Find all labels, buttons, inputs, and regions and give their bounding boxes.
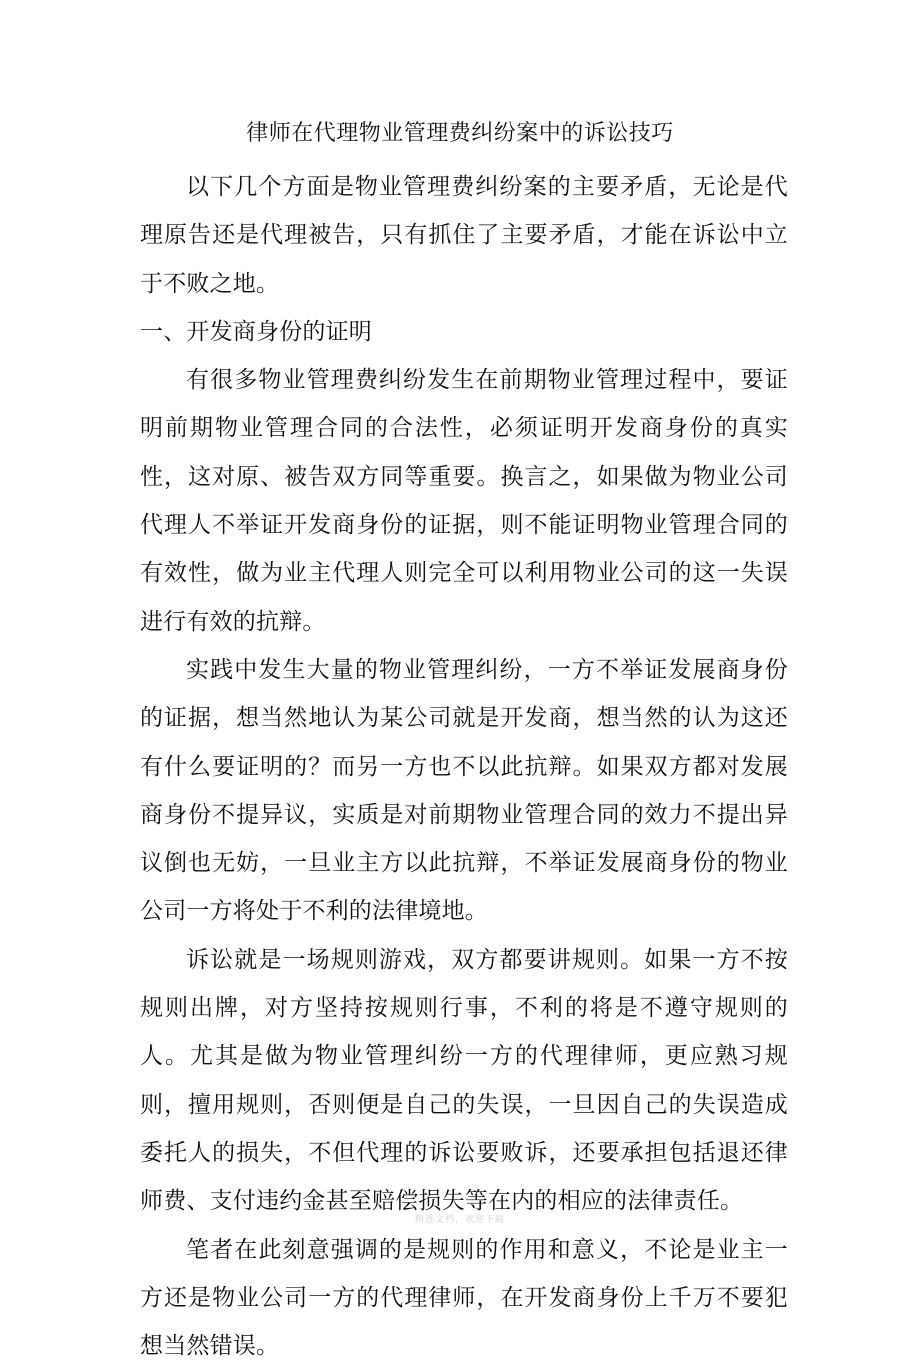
document-body — [140, 163, 788, 1370]
body-paragraph-4: 笔者在此刻意强调的是规则的作用和意义，不论是业主一方还是物业公司一方的代理律师，在开发商身份上千万不要犯想当然错误。 — [140, 1236, 788, 1360]
section-heading: 一、开发商身份的证明 — [140, 318, 372, 345]
document-title: 律师在代理物业管理费纠纷案中的诉讼技巧 — [246, 121, 674, 146]
intro-paragraph: 以下几个方面是物业管理费纠纷案的主要矛盾，无论是代理原告还是代理被告，只有抓住了主要矛盾，才能在诉讼中立于不败之地。 — [140, 174, 788, 297]
body-paragraph-1: 有很多物业管理费纠纷发生在前期物业管理过程中，要证明前期物业管理合同的合法性，必须证明开发商身份的真实性，这对原、被告双方同等重要。换言之，如果做为物业公司代理人不举证开发商身份的证据，则不能证明物业管理合同的有效性，做为业主代理人则完全可以利用物业公司的这一失误进行有效的抗辩。 — [140, 367, 788, 635]
body-paragraph-3: 诉讼就是一场规则游戏，双方都要讲规则。如果一方不按规则出牌，对方坚持按规则行事，不利的将是不遵守规则的人。尤其是做为物业管理纠纷一方的代理律师，更应熟习规则，擅用规则，否则便是自己的失误，一旦因自己的失误造成委托人的损失，不但代理的诉讼要败诉，还要承担包括退还律师费、支付违约金甚至赔偿损失等在内的相应的法律责任。 — [140, 946, 788, 1215]
footer-watermark: 精选文档，欢迎下载 — [414, 1215, 505, 1225]
body-paragraph-2: 实践中发生大量的物业管理纠纷，一方不举证发展商身份的证据，想当然地认为某公司就是开发商，想当然的认为这还有什么要证明的？而另一方也不以此抗辩。如果双方都对发展商身份不提异议，实质是对前期物业管理合同的效力不提出异议倒也无妨，一旦业主方以此抗辩，不举证发展商身份的物业公司一方将处于不利的法律境地。 — [140, 656, 788, 925]
